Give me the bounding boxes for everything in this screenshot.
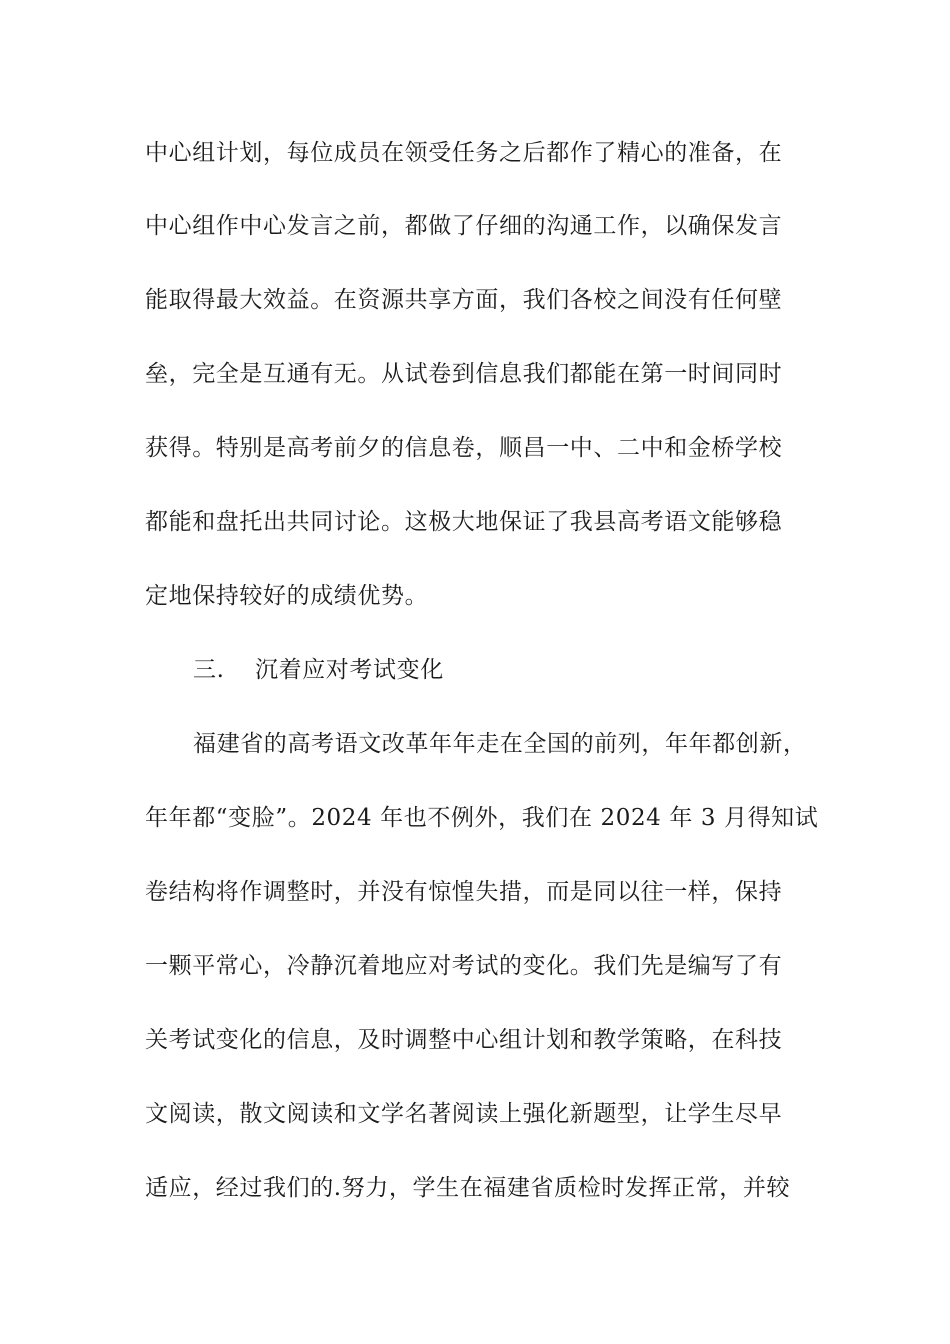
paragraph-1-line-3: 能取得最大效益。在资源共享方面，我们各校之间没有任何壁 xyxy=(145,287,783,313)
paragraph-1-line-5: 获得。特别是高考前夕的信息卷，顺昌一中、二中和金桥学校 xyxy=(145,435,783,461)
section-number: 三. xyxy=(193,657,225,683)
paragraph-2-line-1: 福建省的高考语文改革年年走在全国的前列，年年都创新， xyxy=(193,731,807,757)
section-title: 沉着应对考试变化 xyxy=(255,657,444,683)
paragraph-2-line-6: 文阅读，散文阅读和文学名著阅读上强化新题型，让学生尽早 xyxy=(145,1101,783,1127)
paragraph-1-line-2: 中心组作中心发言之前，都做了仔细的沟通工作，以确保发言 xyxy=(145,213,783,239)
paragraph-2-line-3: 卷结构将作调整时，并没有惊惶失措，而是同以往一样，保持 xyxy=(145,879,783,905)
paragraph-1-line-4: 垒，完全是互通有无。从试卷到信息我们都能在第一时间同时 xyxy=(145,361,783,387)
paragraph-1-line-7: 定地保持较好的成绩优势。 xyxy=(145,583,429,609)
section-heading xyxy=(193,650,873,690)
paragraph-2-line-5: 关考试变化的信息，及时调整中心组计划和教学策略，在科技 xyxy=(145,1027,783,1053)
paragraph-1-line-6: 都能和盘托出共同讨论。这极大地保证了我县高考语文能够稳 xyxy=(145,509,783,535)
paragraph-2-line-2: 年年都“变脸”。2024 年也不例外，我们在 2024 年 3 月得知试 xyxy=(145,805,819,831)
paragraph-2-line-7: 适应，经过我们的.努力，学生在福建省质检时发挥正常，并较 xyxy=(145,1175,791,1201)
paragraph-1-line-1: 中心组计划，每位成员在领受任务之后都作了精心的准备，在 xyxy=(145,140,783,166)
paragraph-2-line-4: 一颗平常心，冷静沉着地应对考试的变化。我们先是编写了有 xyxy=(145,953,783,979)
